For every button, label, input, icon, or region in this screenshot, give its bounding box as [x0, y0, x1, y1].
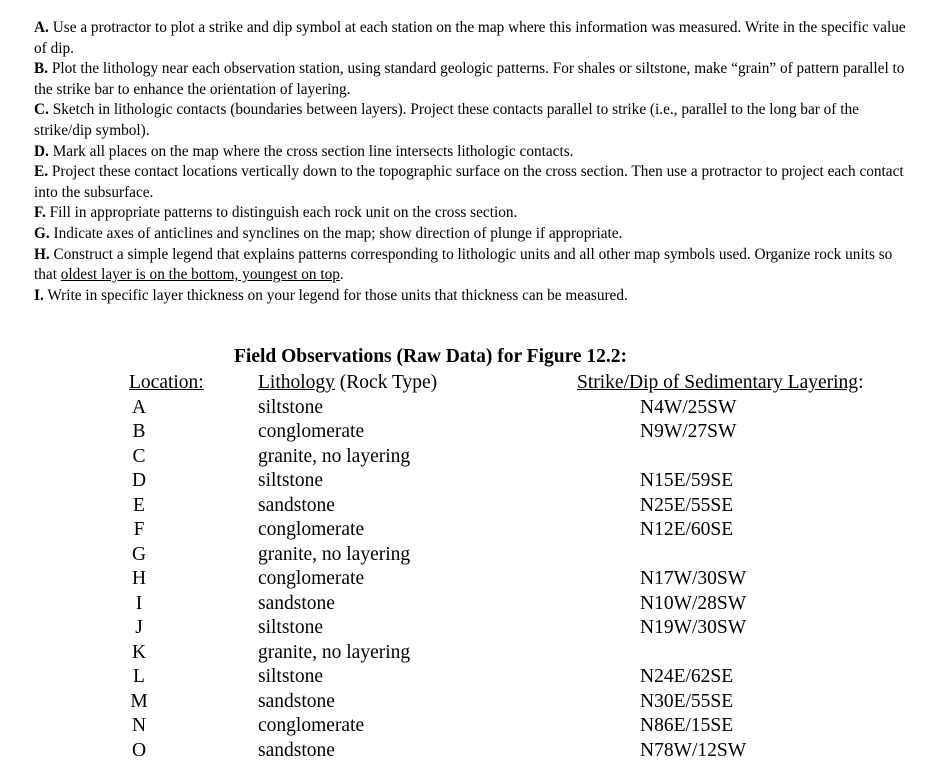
instruction-letter: C. — [34, 101, 49, 119]
lithology-cell: conglomerate — [258, 421, 365, 442]
strike-dip-cell: N9W/27SW — [640, 421, 737, 442]
table-row — [129, 665, 919, 690]
location-cell: K — [131, 641, 147, 663]
lithology-header — [258, 371, 437, 396]
instruction-text: Plot the lithology near each observation station, using standard geologic patterns. For shales or siltstone, make “grain” of pattern parallel to the strike bar to enhance the orientation of layering. — [34, 60, 905, 98]
strike-dip-cell: N30E/55SE — [640, 690, 734, 712]
table-row — [129, 494, 919, 519]
location-cell: O — [131, 739, 147, 761]
lithology-cell: sandstone — [258, 592, 335, 614]
lithology-header-underlined: Lithology — [258, 372, 335, 393]
lithology-cell: conglomerate — [258, 568, 365, 589]
location-cell: A — [131, 396, 147, 418]
instruction-h — [34, 245, 914, 286]
instruction-letter: D. — [34, 142, 49, 160]
table-row — [129, 714, 919, 739]
instruction-letter: I. — [34, 286, 44, 304]
instruction-i — [34, 286, 914, 307]
location-cell: F — [133, 519, 145, 540]
location-cell: N — [131, 715, 147, 736]
location-cell: L — [133, 666, 145, 687]
lithology-cell: sandstone — [258, 739, 335, 761]
table-row — [129, 641, 919, 666]
lithology-cell: siltstone — [258, 396, 324, 418]
location-cell: E — [133, 494, 145, 516]
instruction-f — [34, 203, 914, 224]
table-row — [129, 690, 919, 715]
lithology-cell: sandstone — [258, 494, 335, 516]
table-row — [129, 445, 919, 470]
instruction-text: Write in specific layer thickness on your legend for those units that thickness can be measured. — [43, 286, 628, 304]
table-body — [129, 396, 919, 764]
lithology-cell: conglomerate — [258, 519, 365, 540]
strike-dip-cell: N12E/60SE — [640, 519, 734, 540]
table-row — [129, 739, 919, 764]
instruction-letter: H. — [34, 245, 50, 263]
table-row — [129, 592, 919, 617]
instruction-text: Use a protractor to plot a strike and dip symbol at each station on the map where this information was measured. Write in the specific value of dip. — [34, 19, 906, 57]
table-row — [129, 518, 919, 543]
location-cell: J — [135, 617, 143, 638]
strike-dip-header-rest: : — [858, 372, 864, 393]
strike-dip-cell: N24E/62SE — [640, 666, 734, 687]
lithology-cell: granite, no layering — [258, 543, 411, 565]
strike-dip-cell: N17W/30SW — [640, 568, 747, 589]
location-cell: I — [135, 592, 143, 614]
location-cell: B — [132, 421, 146, 442]
location-header: Location: — [129, 372, 204, 393]
lithology-cell: conglomerate — [258, 715, 365, 736]
strike-dip-cell: N86E/15SE — [640, 715, 734, 736]
lithology-header-rest: (Rock Type) — [334, 372, 438, 393]
instruction-g — [34, 224, 914, 245]
instruction-text: Mark all places on the map where the cross section line intersects lithologic contacts. — [48, 142, 574, 160]
location-cell: G — [131, 543, 147, 565]
location-cell: M — [130, 690, 148, 712]
instruction-e — [34, 162, 914, 203]
lithology-cell: sandstone — [258, 690, 335, 712]
strike-dip-cell: N25E/55SE — [640, 494, 734, 516]
instruction-text: Sketch in lithologic contacts (boundaries between layers). Project these contacts parallel to strike (i.e., parallel to the long bar of the strike/dip symbol). — [34, 101, 859, 139]
location-cell: C — [132, 445, 146, 467]
instruction-letter: B. — [34, 60, 49, 78]
table-row — [129, 543, 919, 568]
table-row — [129, 420, 919, 445]
instruction-d — [34, 142, 914, 163]
table-row — [129, 616, 919, 641]
instruction-letter: A. — [34, 19, 49, 36]
instruction-underlined-text: oldest layer is on the bottom, youngest on top — [60, 266, 340, 284]
instruction-letter: E. — [34, 163, 49, 181]
table-row — [129, 396, 919, 421]
instructions-list — [34, 18, 914, 306]
instruction-text: Indicate axes of anticlines and synclines on the map; show direction of plunge if appropriate. — [49, 224, 623, 242]
strike-dip-header-underlined: Strike/Dip of Sedimentary Layering — [577, 372, 859, 393]
instruction-letter: F. — [34, 204, 46, 222]
strike-dip-cell: N78W/12SW — [640, 739, 747, 761]
table-title: Field Observations (Raw Data) for Figure 12.2: — [234, 346, 628, 367]
instruction-letter: G. — [34, 224, 50, 242]
strike-dip-header — [577, 371, 863, 396]
location-cell: H — [131, 568, 147, 589]
instruction-text: Fill in appropriate patterns to distinguish each rock unit on the cross section. — [45, 204, 518, 222]
strike-dip-cell: N15E/59SE — [640, 470, 734, 491]
location-cell: D — [131, 470, 147, 491]
instruction-a — [34, 18, 914, 59]
lithology-cell: siltstone — [258, 666, 324, 687]
lithology-cell: granite, no layering — [258, 641, 411, 663]
instruction-tail: . — [339, 266, 344, 284]
lithology-cell: granite, no layering — [258, 445, 411, 467]
lithology-cell: siltstone — [258, 470, 324, 491]
strike-dip-cell: N19W/30SW — [640, 617, 747, 638]
lithology-cell: siltstone — [258, 617, 324, 638]
instruction-text: Project these contact locations vertically down to the topographic surface on the cross section. Then use a protractor to project each contact into the subsurface. — [34, 163, 904, 201]
strike-dip-cell: N10W/28SW — [640, 592, 747, 614]
table-row — [129, 469, 919, 494]
instruction-c — [34, 100, 914, 141]
instruction-b — [34, 59, 914, 100]
strike-dip-cell: N4W/25SW — [640, 396, 737, 418]
instruction-text: Construct a simple legend that explains patterns corresponding to lithologic units and all other map symbols used. Organize rock units so that — [34, 245, 893, 284]
table-row — [129, 567, 919, 592]
